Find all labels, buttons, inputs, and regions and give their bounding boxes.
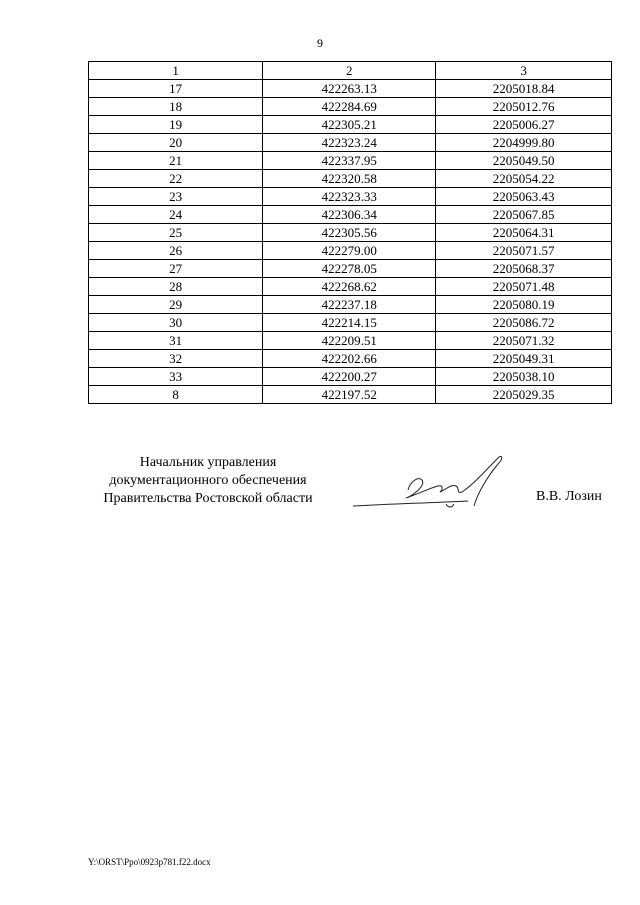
table-row <box>89 314 612 332</box>
table-cell: 2205012.76 <box>436 98 612 116</box>
table-cell: 27 <box>89 260 263 278</box>
table-cell: 422305.56 <box>263 224 436 242</box>
table-cell: 31 <box>89 332 263 350</box>
table-cell: 422323.24 <box>263 134 436 152</box>
table-cell: 2205054.22 <box>436 170 612 188</box>
table-cell: 422337.95 <box>263 152 436 170</box>
table-cell: 422305.21 <box>263 116 436 134</box>
table-cell: 2205071.48 <box>436 278 612 296</box>
table-cell: 422209.51 <box>263 332 436 350</box>
table-cell: 422278.05 <box>263 260 436 278</box>
table-cell: 2205071.57 <box>436 242 612 260</box>
table-row <box>89 260 612 278</box>
table-cell: 18 <box>89 98 263 116</box>
page-number: 9 <box>317 36 323 50</box>
signer-title-line: Начальник управления <box>139 455 277 470</box>
table-cell: 2204999.80 <box>436 134 612 152</box>
table-cell: 32 <box>89 350 263 368</box>
table-cell: 422197.52 <box>263 386 436 404</box>
table-cell: 21 <box>89 152 263 170</box>
table-cell: 422284.69 <box>263 98 436 116</box>
table-cell: 2205063.43 <box>436 188 612 206</box>
table-cell: 422202.66 <box>263 350 436 368</box>
table-cell: 2205068.37 <box>436 260 612 278</box>
table-cell: 22 <box>89 170 263 188</box>
table-row <box>89 224 612 242</box>
signer-title <box>88 454 328 508</box>
table-row <box>89 332 612 350</box>
table-cell: 422237.18 <box>263 296 436 314</box>
table-header-row <box>89 62 612 80</box>
table-row <box>89 242 612 260</box>
table-cell: 422320.58 <box>263 170 436 188</box>
table-cell: 422306.34 <box>263 206 436 224</box>
table-row <box>89 170 612 188</box>
table-cell: 28 <box>89 278 263 296</box>
table-row <box>89 386 612 404</box>
table-cell: 2205049.50 <box>436 152 612 170</box>
table-cell: 422268.62 <box>263 278 436 296</box>
table-cell: 422200.27 <box>263 368 436 386</box>
table-cell: 2205029.35 <box>436 386 612 404</box>
table-cell: 422214.15 <box>263 314 436 332</box>
table-cell: 2205038.10 <box>436 368 612 386</box>
table-cell: 422279.00 <box>263 242 436 260</box>
column-header: 1 <box>89 62 263 80</box>
table-cell: 2205049.31 <box>436 350 612 368</box>
signer-title-line: документационного обеспечения <box>109 473 307 488</box>
table-row <box>89 116 612 134</box>
column-header: 3 <box>436 62 612 80</box>
table-cell: 2205006.27 <box>436 116 612 134</box>
table-body <box>89 80 612 404</box>
file-path: Y:\ORST\Ppo\0923p781.f22.docx <box>88 857 211 867</box>
signer-title-line: Правительства Ростовской области <box>103 491 313 506</box>
table-cell: 30 <box>89 314 263 332</box>
table-cell: 2205086.72 <box>436 314 612 332</box>
table-cell: 20 <box>89 134 263 152</box>
table-cell: 2205067.85 <box>436 206 612 224</box>
coordinates-table <box>88 61 612 404</box>
table-cell: 26 <box>89 242 263 260</box>
table-cell: 2205071.32 <box>436 332 612 350</box>
table-row <box>89 98 612 116</box>
handwritten-signature <box>348 446 508 516</box>
table-cell: 24 <box>89 206 263 224</box>
table-row <box>89 296 612 314</box>
table-cell: 422263.13 <box>263 80 436 98</box>
signer-name: В.В. Лозин <box>536 489 602 504</box>
table-row <box>89 152 612 170</box>
table-row <box>89 80 612 98</box>
table-cell: 2205080.19 <box>436 296 612 314</box>
table-cell: 19 <box>89 116 263 134</box>
table-cell: 33 <box>89 368 263 386</box>
table-cell: 8 <box>89 386 263 404</box>
table-row <box>89 278 612 296</box>
table-row <box>89 368 612 386</box>
column-header: 2 <box>263 62 436 80</box>
table-cell: 422323.33 <box>263 188 436 206</box>
table-cell: 29 <box>89 296 263 314</box>
table-row <box>89 350 612 368</box>
table-cell: 2205064.31 <box>436 224 612 242</box>
table-row <box>89 134 612 152</box>
table-cell: 25 <box>89 224 263 242</box>
table-row <box>89 206 612 224</box>
table-cell: 23 <box>89 188 263 206</box>
table-cell: 2205018.84 <box>436 80 612 98</box>
table-cell: 17 <box>89 80 263 98</box>
table-row <box>89 188 612 206</box>
